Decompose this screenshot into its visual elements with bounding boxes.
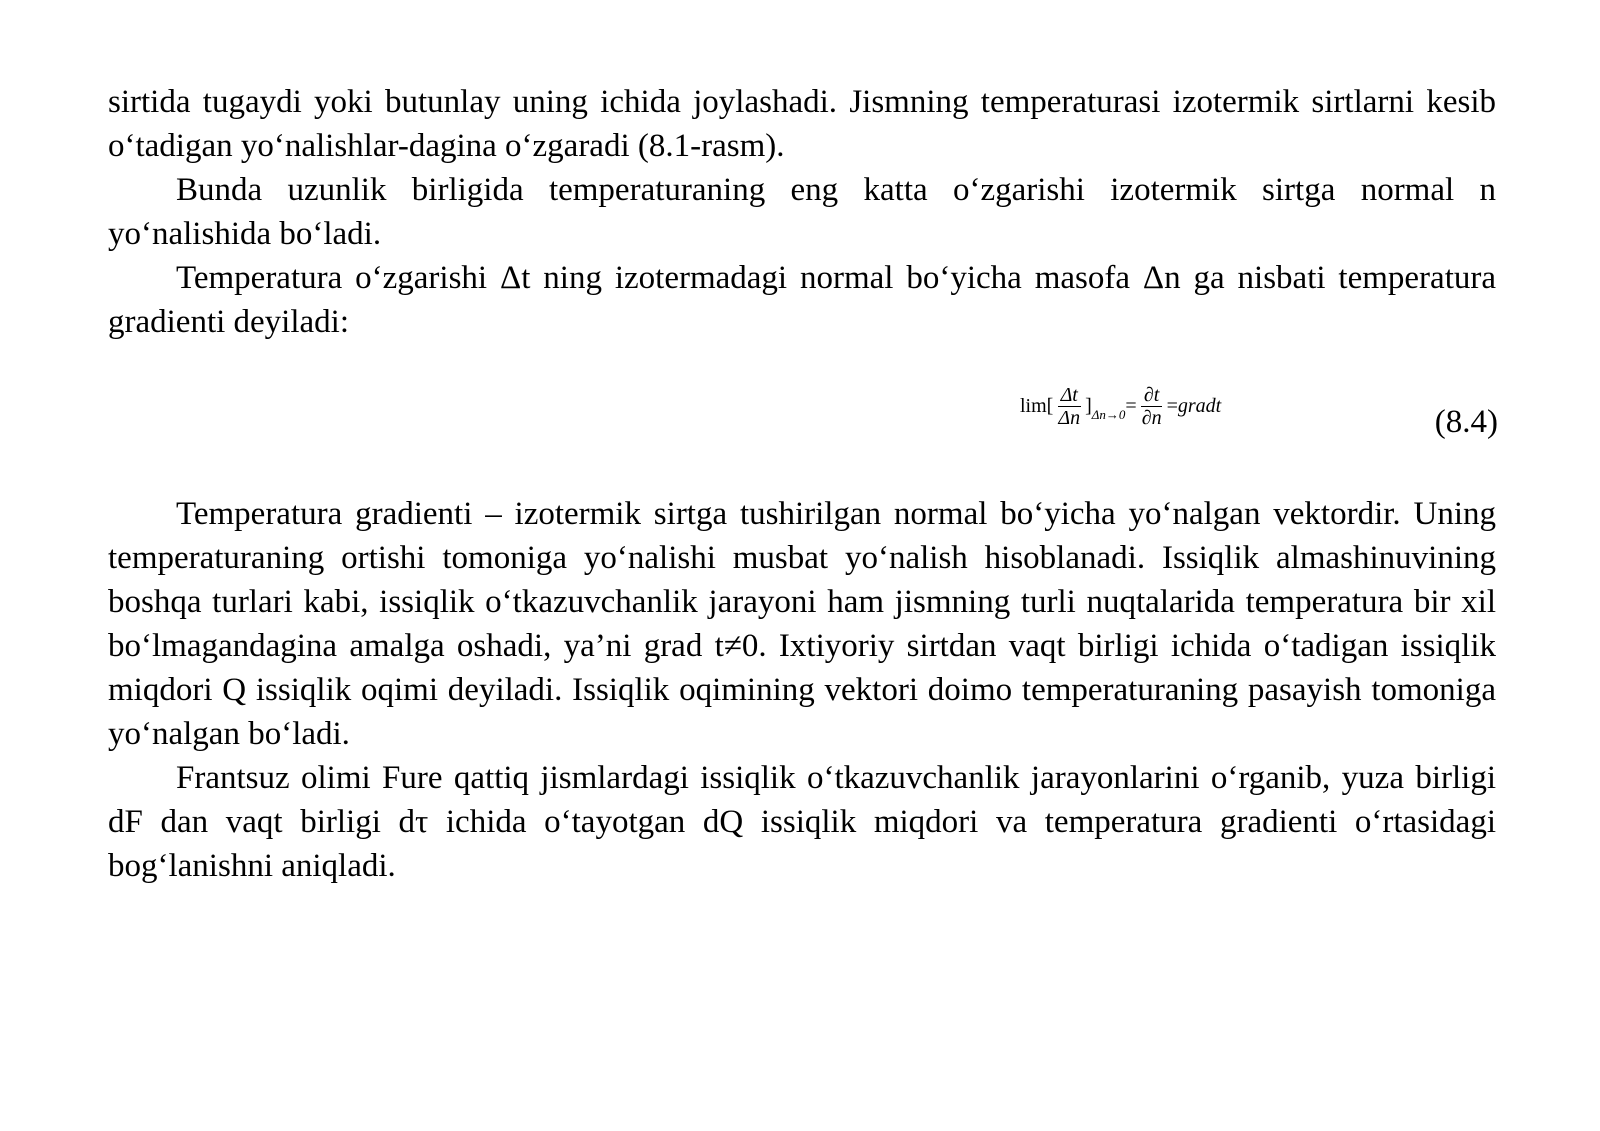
partial-fraction-numerator: ∂t <box>1141 384 1162 407</box>
equation-number: (8.4) <box>1434 404 1498 440</box>
paragraph-2: Bunda uzunlik birligida temperaturaning eng katta o‘zgarishi izotermik sirtga normal n yo‘nalishida bo‘ladi. <box>108 172 1496 252</box>
partial-fraction-denominator: ∂n <box>1141 407 1162 429</box>
delta-fraction-numerator: Δt <box>1058 384 1081 407</box>
equals-sign-2: = <box>1166 395 1178 417</box>
equation-block <box>108 344 1496 492</box>
gradient-term: gradt <box>1177 395 1222 417</box>
lim-operator: lim <box>1020 395 1047 417</box>
open-bracket: [ <box>1046 395 1054 417</box>
close-bracket: ] <box>1085 395 1092 417</box>
delta-fraction <box>1055 384 1083 429</box>
paragraph-3: Temperatura o‘zgarishi Δt ning izotermadagi normal bo‘yicha masofa Δn ga nisbati temperatura gradienti deyiladi: <box>108 260 1496 340</box>
paragraph-4: Temperatura gradienti – izotermik sirtga tushirilgan normal bo‘yicha yo‘nalgan vektordir. Uning temperaturaning ortishi tomoniga yo‘nalishi musbat yo‘nalish hisoblanadi. Issiqlik almashinuvining boshqa turlari kabi, issiqlik o‘tkazuvchanlik jarayoni ham jismning turli nuqtalarida temperatura bir xil bo‘lmagandagina amalga oshadi, ya’ni grad t≠0. Ixtiyoriy sirtdan vaqt birligi ichida o‘tadigan issiqlik miqdori Q issiqlik oqimi deyiladi. Issiqlik oqimining vektori doimo temperaturaning pasayish tomoniga yo‘nalgan bo‘ladi. <box>108 496 1496 752</box>
paragraph-5: Frantsuz olimi Fure qattiq jismlardagi issiqlik o‘tkazuvchanlik jarayonlarini o‘rganib, yuza birligi dF dan vaqt birligi dτ ichida o‘tayotgan dQ issiqlik miqdori va temperatura gradienti o‘rtasidagi bog‘lanishni aniqladi. <box>108 760 1496 884</box>
equals-sign-1: = <box>1125 395 1137 417</box>
document-page <box>108 80 1496 888</box>
partial-fraction <box>1139 384 1165 429</box>
paragraph-1: sirtida tugaydi yoki butunlay uning ichida joylashadi. Jismning temperaturasi izotermik sirtlarni kesib o‘tadigan yo‘nalishlar-dagina o‘zgaradi (8.1-rasm). <box>108 84 1496 164</box>
equation-formula <box>1020 384 1221 429</box>
delta-fraction-denominator: Δn <box>1058 407 1081 429</box>
limit-subscript: Δn→0 <box>1091 406 1126 422</box>
